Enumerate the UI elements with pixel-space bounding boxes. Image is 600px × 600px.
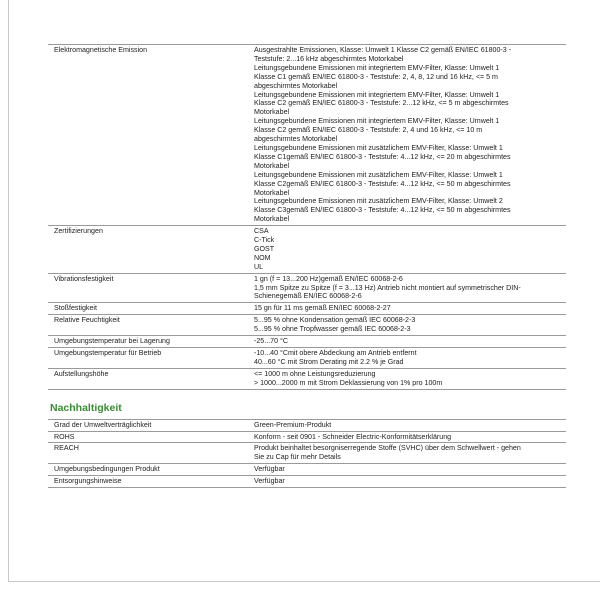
value-line: 1,5 mm Spitze zu Spitze (f = 3...13 Hz) Antrieb nicht montiert auf symmetrischer DIN- xyxy=(254,283,521,292)
row-value xyxy=(251,443,566,464)
value-line: 15 gn für 11 ms gemäß EN/IEC 60068-2-27 xyxy=(254,304,391,313)
value-line: CSA xyxy=(254,227,269,236)
value-line: Leitungsgebundene Emissionen mit zusätzlichem EMV-Filter, Klasse: Umwelt 1 xyxy=(254,170,503,179)
value-line: GOST xyxy=(254,244,275,253)
sustainability-table xyxy=(48,419,566,488)
section-title-nachhaltigkeit: Nachhaltigkeit xyxy=(50,401,122,414)
value-line: Sie zu Cap für mehr Details xyxy=(254,453,341,462)
table-row xyxy=(48,45,566,226)
row-value xyxy=(251,368,566,389)
value-line: Produkt beinhaltet besorgniserregende Stoffe (SVHC) über dem Schwellwert - gehen xyxy=(254,444,521,453)
value-line: Verfügbar xyxy=(254,465,285,474)
row-label: Entsorgungshinweise xyxy=(48,476,251,488)
table-row xyxy=(48,336,566,348)
row-value xyxy=(251,348,566,369)
row-value xyxy=(251,303,566,315)
row-value xyxy=(251,419,566,431)
table-row xyxy=(48,273,566,303)
value-line: NOM xyxy=(254,253,271,262)
value-line: Klasse C2 gemäß EN/IEC 61800-3 - Teststufe: 2...12 kHz, <= 5 m abgeschirmtes xyxy=(254,99,509,108)
value-line: Motorkabel xyxy=(254,188,290,197)
row-label: Grad der Umweltverträglichkeit xyxy=(48,419,251,431)
value-line: Klasse C2gemäß EN/IEC 61800-3 - Teststufe: 4...12 kHz, <= 50 m abgeschirmtes xyxy=(254,179,511,188)
row-value xyxy=(251,336,566,348)
row-label: Umgebungstemperatur für Betrieb xyxy=(48,348,251,369)
table-row xyxy=(48,303,566,315)
value-line: Motorkabel xyxy=(254,161,290,170)
value-line: Konform - seit 0901 - Schneider Electric-Konformitätserklärung xyxy=(254,432,452,441)
row-value xyxy=(251,45,566,226)
row-label: Relative Feuchtigkeit xyxy=(48,315,251,336)
value-line: 40...60 °C mit Strom Derating mit 2.2 % je Grad xyxy=(254,357,404,366)
value-line: > 1000...2000 m mit Strom Deklassierung von 1% pro 100m xyxy=(254,378,443,387)
table-row xyxy=(48,315,566,336)
spec-table-body xyxy=(48,45,566,390)
row-label: Zertifizierungen xyxy=(48,226,251,274)
value-line: abgeschirmtes Motorkabel xyxy=(254,81,338,90)
value-line: Verfügbar xyxy=(254,477,285,486)
row-label: Umgebungsbedingungen Produkt xyxy=(48,464,251,476)
value-line: -25...70 °C xyxy=(254,337,288,346)
value-line: -10...40 °Cmit obere Abdeckung am Antrieb entfernt xyxy=(254,349,417,357)
table-row xyxy=(48,476,566,488)
row-label: Umgebungstemperatur bei Lagerung xyxy=(48,336,251,348)
value-line: Leitungsgebundene Emissionen mit integriertem EMV-Filter, Klasse: Umwelt 1 xyxy=(254,63,500,72)
value-line: Motorkabel xyxy=(254,108,290,117)
value-line: Klasse C2 gemäß EN/IEC 61800-3 - Teststufe: 2, 4 und 16 kHz, <= 10 m xyxy=(254,126,483,135)
value-line: Klasse C1 gemäß EN/IEC 61800-3 - Teststufe: 2, 4, 8, 12 und 16 kHz, <= 5 m xyxy=(254,72,498,81)
row-value xyxy=(251,226,566,274)
row-value xyxy=(251,315,566,336)
value-line: abgeschirmtes Motorkabel xyxy=(254,135,338,144)
row-value xyxy=(251,431,566,443)
table-row xyxy=(48,419,566,431)
value-line: Leitungsgebundene Emissionen mit integriertem EMV-Filter, Klasse: Umwelt 1 xyxy=(254,90,500,99)
table-row xyxy=(48,226,566,274)
table-row xyxy=(48,348,566,369)
value-line: Schienegemäß EN/IEC 60068-2-6 xyxy=(254,292,362,301)
row-label: REACH xyxy=(48,443,251,464)
value-line: 1 gn (f = 13...200 Hz)gemäß EN/IEC 60068-2-6 xyxy=(254,274,403,283)
row-value xyxy=(251,476,566,488)
table-row xyxy=(48,464,566,476)
spec-sheet xyxy=(48,44,566,488)
row-value xyxy=(251,464,566,476)
value-line: 5...95 % ohne Tropfwasser gemäß IEC 60068-2-3 xyxy=(254,325,411,334)
row-label: Vibrationsfestigkeit xyxy=(48,273,251,303)
value-line: Teststufe: 2...16 kHz abgeschirmtes Motorkabel xyxy=(254,54,404,63)
value-line: Leitungsgebundene Emissionen mit zusätzlichem EMV-Filter, Klasse: Umwelt 2 xyxy=(254,197,503,206)
row-label: ROHS xyxy=(48,431,251,443)
table-row xyxy=(48,368,566,389)
value-line: Ausgestrahlte Emissionen, Klasse: Umwelt 1 Klasse C2 gemäß EN/IEC 61800-3 - xyxy=(254,46,512,54)
value-line: Leitungsgebundene Emissionen mit zusätzlichem EMV-Filter, Klasse: Umwelt 1 xyxy=(254,143,503,152)
value-line: Klasse C1gemäß EN/IEC 61800-3 - Teststufe: 4...12 kHz, <= 20 m abgeschirmtes xyxy=(254,152,511,161)
table-row xyxy=(48,431,566,443)
spec-table xyxy=(48,44,566,390)
value-line: Klasse C3gemäß EN/IEC 61800-3 - Teststufe: 4...12 kHz, <= 50 m abgeschirmtes xyxy=(254,206,511,215)
page-border-bottom xyxy=(8,581,600,582)
page-border-left xyxy=(8,0,9,582)
row-label: Elektromagnetische Emission xyxy=(48,45,251,226)
table-row xyxy=(48,443,566,464)
value-line: <= 1000 m ohne Leistungsreduzierung xyxy=(254,369,376,378)
row-label: Aufstellungshöhe xyxy=(48,368,251,389)
row-value xyxy=(251,273,566,303)
value-line: Leitungsgebundene Emissionen mit integriertem EMV-Filter, Klasse: Umwelt 1 xyxy=(254,117,500,126)
value-line: C-Tick xyxy=(254,236,275,245)
value-line: UL xyxy=(254,262,264,271)
row-label: Stoßfestigkeit xyxy=(48,303,251,315)
value-line: Green-Premium-Produkt xyxy=(254,420,332,429)
sustainability-table-body xyxy=(48,419,566,487)
value-line: 5...95 % ohne Kondensation gemäß IEC 60068-2-3 xyxy=(254,316,416,325)
value-line: Motorkabel xyxy=(254,215,290,224)
